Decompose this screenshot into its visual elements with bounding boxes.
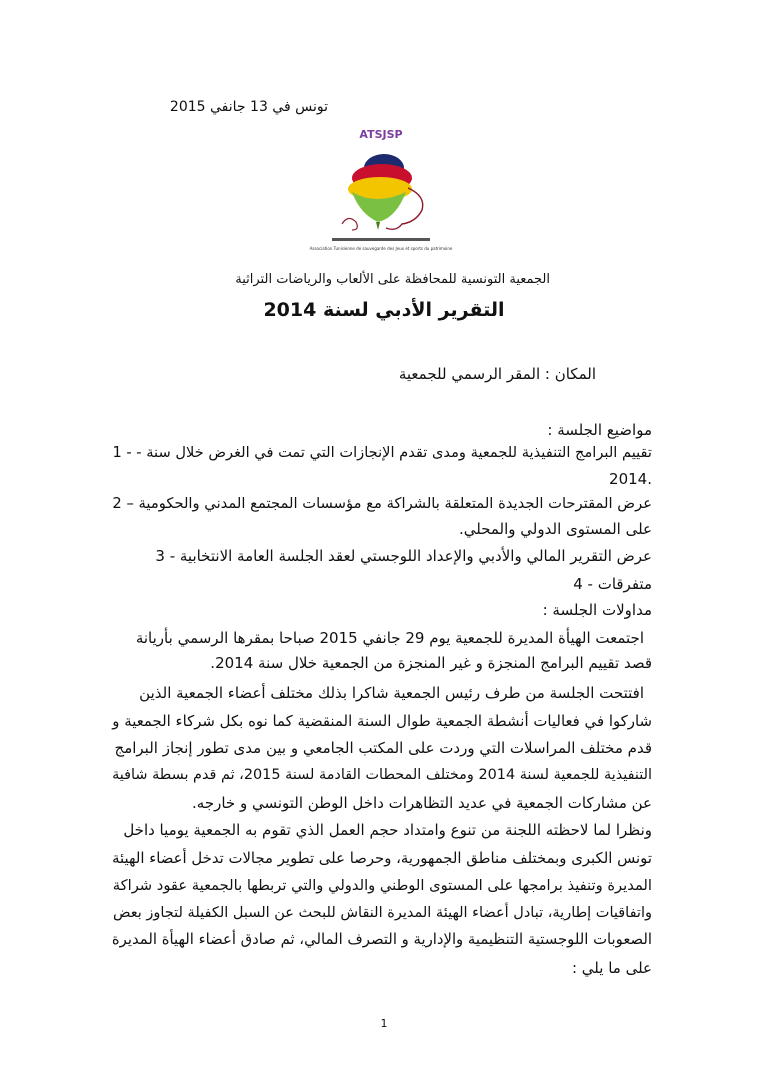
association-logo xyxy=(309,126,453,268)
topic-item-3: عرض التقرير المالي والأدبي والإعداد اللوجستي لعقد الجلسة العامة الانتخابية - 3 xyxy=(155,547,652,565)
paragraph-1-line-2: قصد تقييم البرامج المنجزة و غير المنجزة من الجمعية خلال سنة 2014. xyxy=(210,654,652,672)
report-title: التقرير الأدبي لسنة 2014 xyxy=(263,299,505,321)
paragraph-3-line-5: الصعوبات اللوجستية التنظيمية والإدارية و التصرف المالي، ثم صادق أعضاء الهيأة المديرة xyxy=(111,931,652,948)
paragraph-2-line-2: شاركوا في فعاليات أنشطة الجمعية طوال السنة المنقضية كما نوه بكل شركاء الجمعية و xyxy=(112,712,652,730)
paragraph-2-line-3: قدم مختلف المراسلات التي وردت على المكتب الجامعي و بين مدى تطور إنجاز البرامج xyxy=(114,739,652,757)
paragraph-2-line-4: التنفيذية للجمعية لسنة 2014 ومختلف المحطات القادمة لسنة 2015، ثم قدم بسطة شافية xyxy=(112,767,652,783)
topic-item-4: متفرقات - 4 xyxy=(573,575,652,593)
paragraph-3-line-4: واتفاقيات إطارية، تبادل أعضاء الهيئة المديرة النقاش للبحث عن السبل الكفيلة لتجاوز بعض xyxy=(112,905,652,921)
topics-heading: مواضيع الجلسة : xyxy=(547,421,652,439)
logo-text: ATSJSP xyxy=(359,128,403,141)
paragraph-3-line-3: المديرة وتنفيذ برامجها على المستوى الوطني والدولي والتي تربطها بالجمعية عقود شراكة xyxy=(112,877,652,894)
paragraph-3-line-1: ونظرا لما لاحظته اللجنة من تنوع وامتداد حجم العمل الذي تقوم به الجمعية يوميا داخل xyxy=(123,821,652,839)
logo-caption-arabic xyxy=(332,238,430,241)
organization-name: الجمعية التونسية للمحافظة على الألعاب والرياضات التراثية xyxy=(235,272,550,287)
paragraph-2-line-5: عن مشاركات الجمعية في عديد التظاهرات داخل الوطن التونسي و خارجه. xyxy=(192,794,652,812)
logo-string-loop xyxy=(342,218,357,230)
topic-item-2-line-2: على المستوى الدولي والمحلي. xyxy=(458,520,652,538)
letter-date: تونس في 13 جانفي 2015 xyxy=(169,99,328,115)
deliberations-heading: مداولات الجلسة : xyxy=(542,601,652,619)
logo-top-tip xyxy=(376,222,380,230)
logo-caption: Association Tunisienne de sauvegarde des Jeux et sports du patrimoine xyxy=(309,246,453,251)
paragraph-3-line-2: تونس الكبرى وبمختلف مناطق الجمهورية، وحرصا على تطوير مجالات تدخل أعضاء الهيئة xyxy=(112,849,652,867)
paragraph-3-line-6: على ما يلي : xyxy=(571,959,652,977)
topic-item-1-line-1: تقييم البرامج التنفيذية للجمعية ومدى تقدم الإنجازات التي تمت في الغرض خلال سنة - - 1 xyxy=(112,444,652,461)
topic-item-1-line-2: 2014. xyxy=(609,470,652,488)
paragraph-2-line-1: افتتحت الجلسة من طرف رئيس الجمعية شاكرا بذلك مختلف أعضاء الجمعية الذين xyxy=(139,684,644,702)
meeting-place: المكان : المقر الرسمي للجمعية xyxy=(398,365,596,383)
page-number: 1 xyxy=(380,1017,388,1030)
paragraph-1-line-1: اجتمعت الهيأة المديرة للجمعية يوم 29 جانفي 2015 صباحا بمقرها الرسمي بأريانة xyxy=(135,629,644,647)
topic-item-2-line-1: عرض المقترحات الجديدة المتعلقة بالشراكة مع مؤسسات المجتمع المدني والحكومية – 2 xyxy=(112,495,652,512)
